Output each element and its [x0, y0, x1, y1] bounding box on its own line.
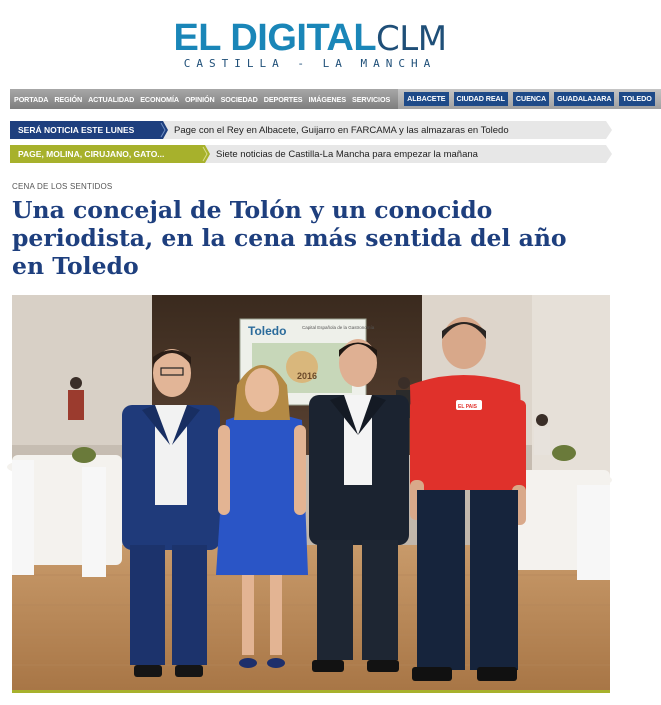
ticker-arrow-tail [606, 145, 612, 163]
article-headline[interactable]: Una concejal de Tolón y un conocido periodista, en la cena más sentida del año en Toledo [12, 196, 567, 280]
svg-text:Toledo: Toledo [248, 324, 287, 338]
nav-item-deportes[interactable]: DEPORTES [263, 94, 303, 104]
logo-tagline: CASTILLA - LA MANCHA [183, 57, 437, 70]
chevron-right-icon [158, 121, 168, 139]
main-navigation [10, 89, 652, 109]
logo-wordmark [0, 18, 620, 59]
nav-item-imagenes[interactable]: IMÁGENES [308, 94, 347, 104]
article-photo[interactable] [12, 295, 610, 690]
nav-item-servicios[interactable]: SERVICIOS [352, 94, 391, 104]
nav-item-cuenca[interactable]: CUENCA [513, 92, 549, 106]
logo-main-light: CLM [376, 19, 447, 59]
ticker-arrow-tail [606, 121, 612, 139]
nav-item-toledo[interactable]: TOLEDO [619, 92, 654, 106]
news-ticker[interactable] [10, 121, 606, 139]
nav-provinces [398, 89, 661, 109]
chevron-right-icon [200, 145, 210, 163]
ticker-headline-link[interactable]: Page con el Rey en Albacete, Guijarro en FARCAMA y las almazaras en Toledo [174, 124, 509, 136]
svg-text:EL PAIS: EL PAIS [458, 404, 477, 410]
photo-accent-bar [12, 690, 610, 693]
article-category[interactable]: CENA DE LOS SENTIDOS [12, 182, 113, 191]
svg-text:Capital Española de la Gastron: Capital Española de la Gastronomía [302, 325, 375, 330]
nav-item-ciudad-real[interactable]: CIUDAD REAL [454, 92, 508, 106]
nav-item-region[interactable]: REGIÓN [54, 94, 83, 104]
svg-text:2016: 2016 [297, 371, 318, 381]
nav-item-sociedad[interactable]: SOCIEDAD [220, 94, 258, 104]
nav-item-guadalajara[interactable]: GUADALAJARA [554, 92, 614, 106]
nav-item-opinion[interactable]: OPINIÓN [184, 94, 215, 104]
nav-item-economia[interactable]: ECONOMÍA [140, 94, 179, 104]
site-logo[interactable] [0, 18, 620, 70]
logo-main-bold: EL DIGITAL [173, 17, 377, 59]
ticker-label: SERÁ NOTICIA ESTE LUNES [10, 121, 158, 139]
news-ticker[interactable] [10, 145, 606, 163]
nav-item-albacete[interactable]: ALBACETE [404, 92, 448, 106]
ticker-label: PAGE, MOLINA, CIRUJANO, GATO... [10, 145, 200, 163]
nav-sections [10, 89, 390, 109]
nav-item-portada[interactable]: PORTADA [14, 94, 49, 104]
nav-item-actualidad[interactable]: ACTUALIDAD [88, 94, 135, 104]
ticker-headline-link[interactable]: Siete noticias de Castilla-La Mancha para empezar la mañana [216, 148, 478, 160]
